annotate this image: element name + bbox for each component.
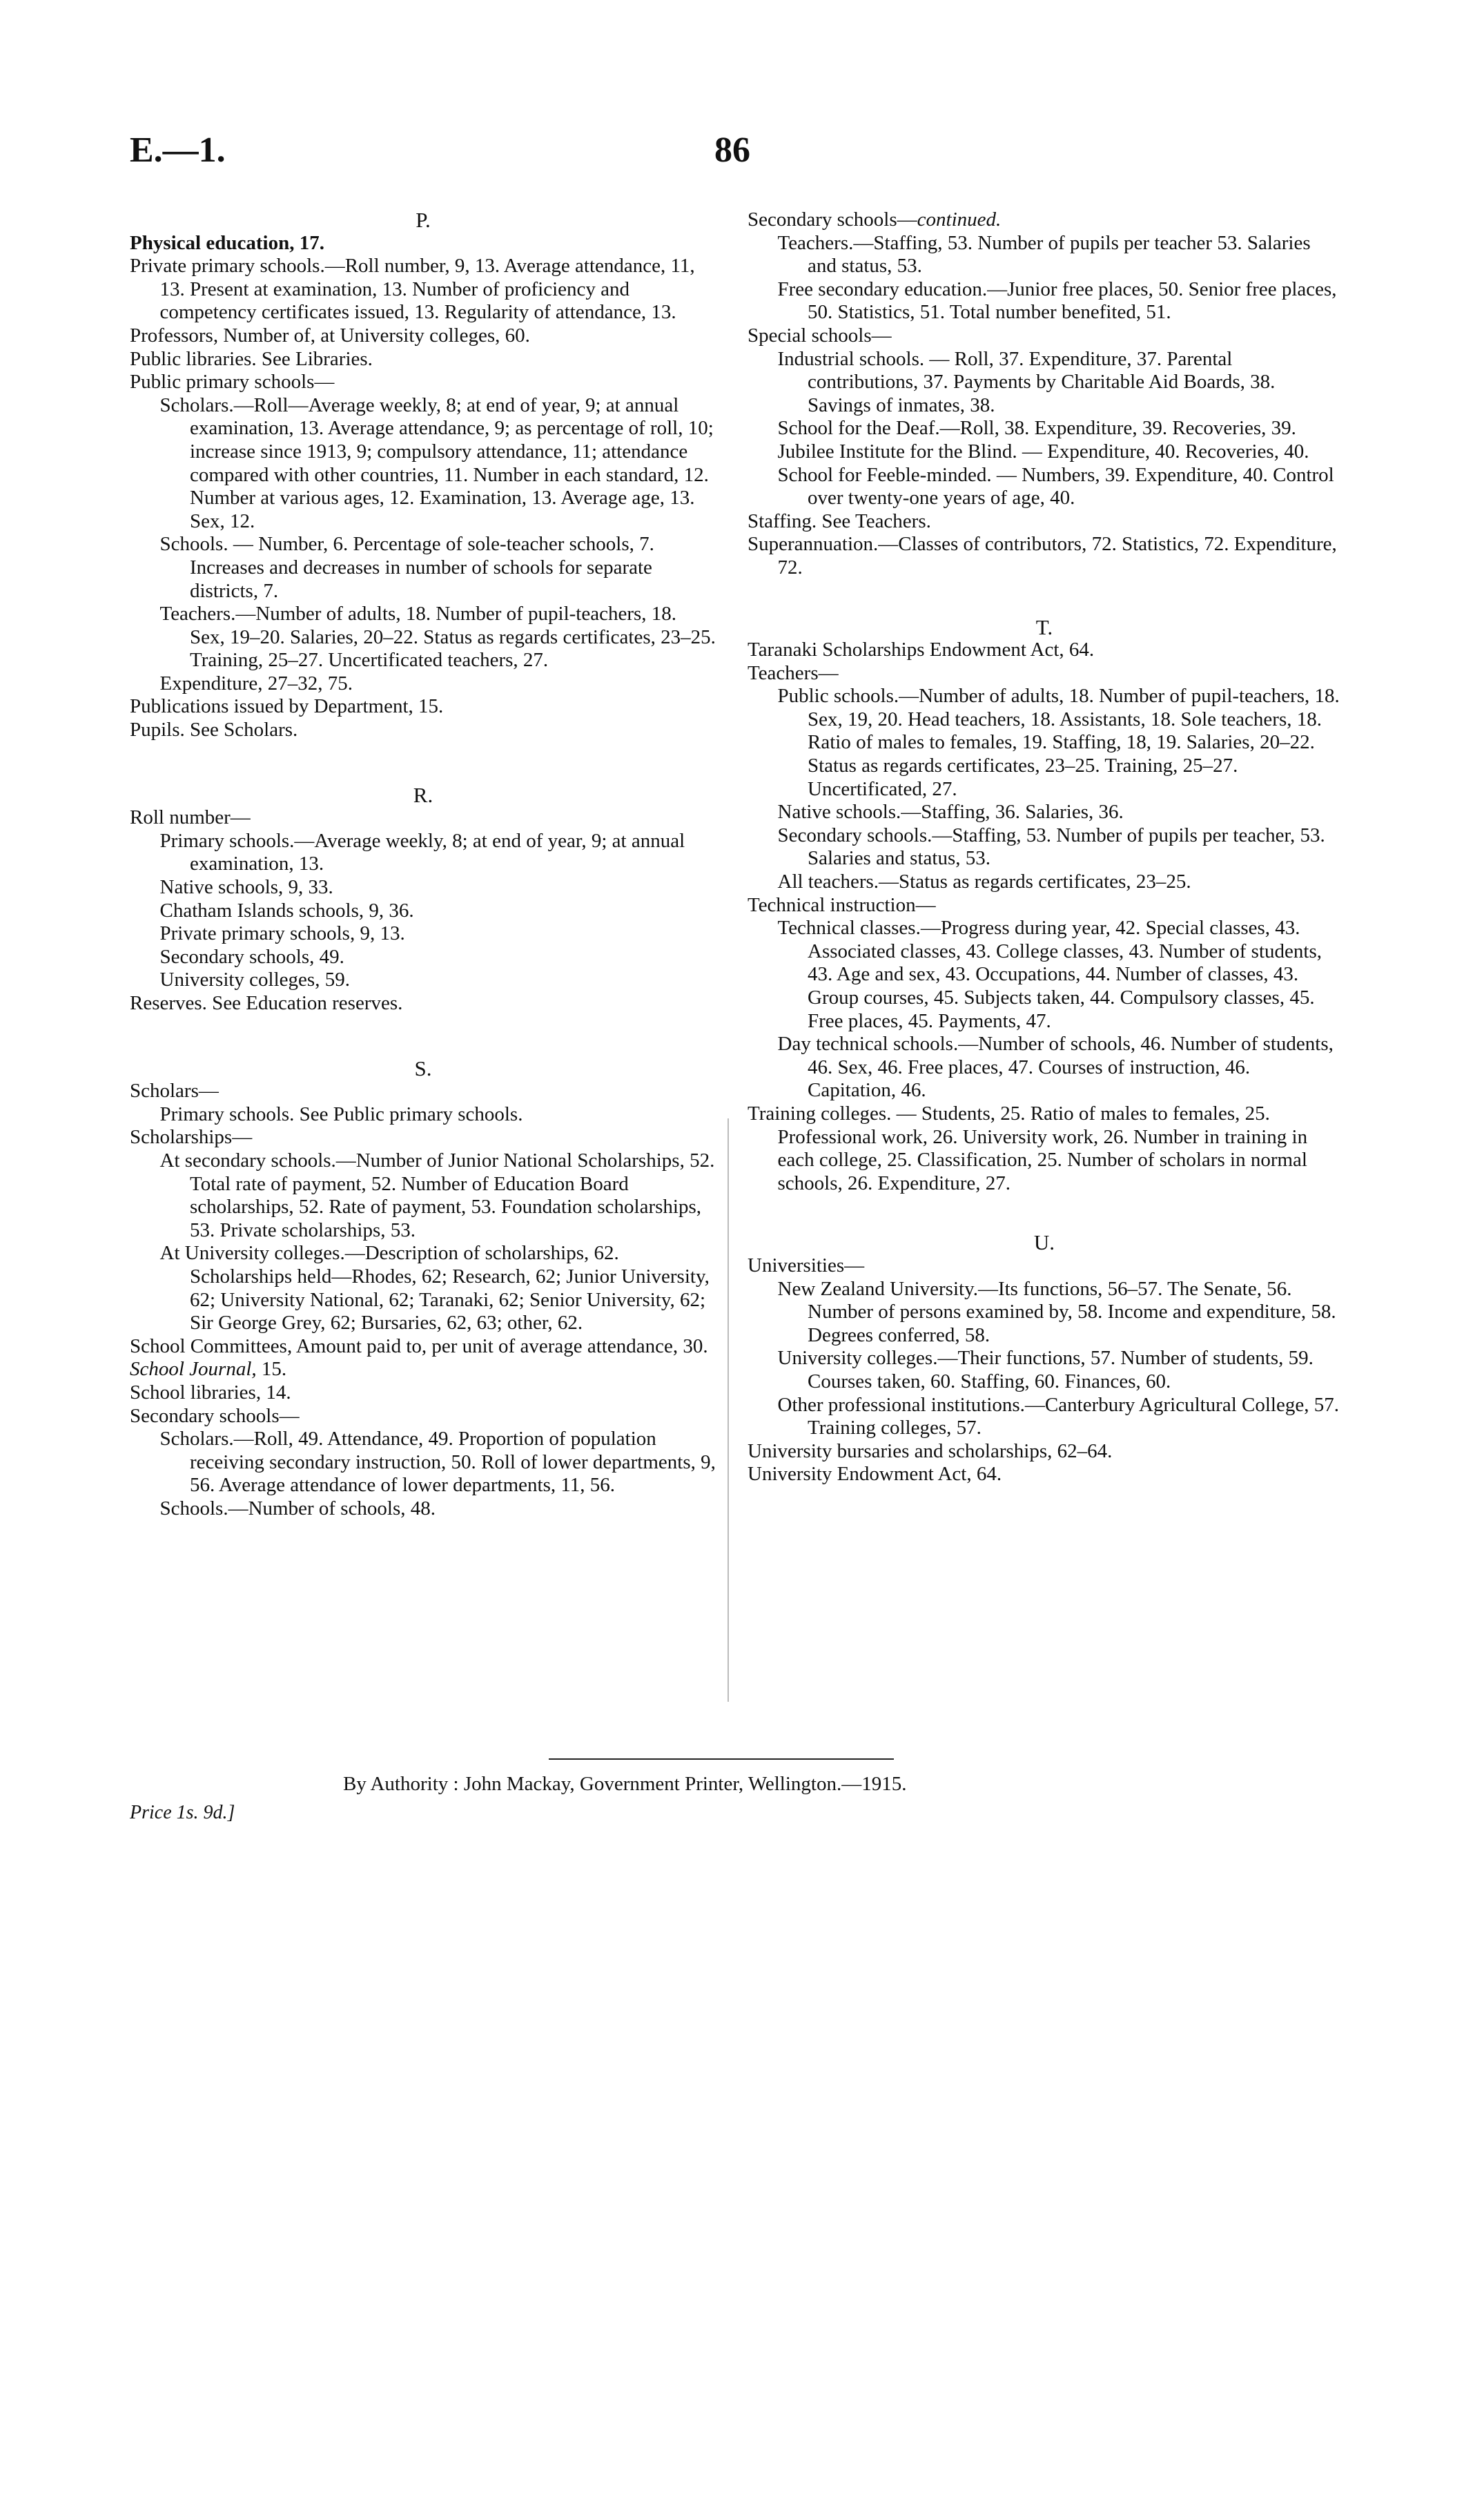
entry-secondary-schools: Secondary schools— [130, 1404, 300, 1427]
entry-school-libraries: School libraries, 14. [130, 1381, 291, 1404]
column-divider [728, 1118, 729, 1702]
entry-university-bursaries: University bursaries and scholarships, 62–64. [748, 1439, 1113, 1462]
sub-schools: Schools. — Number, 6. Percentage of sole-teacher schools, 7. Increases and decreases in number of schools for separate districts, 7. [159, 533, 654, 602]
entry-taranaki: Taranaki Scholarships Endowment Act, 64. [748, 639, 1095, 661]
sub-roll-chatham: Chatham Islands schools, 9, 36. [159, 899, 414, 922]
sub-roll-secondary: Secondary schools, 49. [159, 945, 344, 968]
sub-scholarships-secondary: At secondary schools.—Number of Junior National Scholarships, 52. Total rate of payment, 52. Number of Education Board scholarships, 52. Rate of payment, 53. Foundation scholarships, 53. Private scholarships, 53. [159, 1149, 715, 1241]
sub-technical-classes: Technical classes.—Progress during year, 42. Special classes, 43. Associated classes, 43. College classes, 43. Number of students, 43. Age and sex, 43. Occupations, 44. Number of classes, 43. Group courses, 45. Subjects taken, 44. Compulsory classes, 45. Free places, 45. Payments, 47. [777, 917, 1322, 1032]
entry-pupils: Pupils. See Scholars. [130, 719, 298, 741]
sub-teachers: Teachers.—Number of adults, 18. Number of pupil-teachers, 18. Sex, 19–20. Salaries, 20–22. Status as regards certificates, 23–25. Training, 25–27. Uncertificated teachers, 27. [159, 603, 716, 672]
sub-expenditure: Expenditure, 27–32, 75. [159, 672, 353, 695]
sub-roll-primary: Primary schools.—Average weekly, 8; at end of year, 9; at annual examination, 13. [159, 829, 685, 875]
entry-university-endowment: University Endowment Act, 64. [748, 1463, 1002, 1486]
entry-physical-education: Physical education, 17. [130, 231, 324, 254]
sub-teachers-public: Public schools.—Number of adults, 18. Number of pupil-teachers, 18. Sex, 19, 20. Head teachers, 18. Assistants, 18. Sole teachers, 18. Ratio of males to females, 19. Staffing, 18, 19. Salaries, 20–22. Status as regards certificates, 23–25. Training, 25–27. Uncertificated, 27. [777, 685, 1340, 800]
price-note: Price 1s. 9d.] [130, 1802, 235, 1823]
secondary-continued-heading: Secondary schools— [748, 208, 917, 231]
entry-school-journal [130, 1358, 716, 1381]
sub-teachers-all: All teachers.—Status as regards certificates, 23–25. [777, 871, 1191, 893]
school-journal-title: School Journal, [130, 1358, 257, 1381]
sub-deaf: School for the Deaf.—Roll, 38. Expenditure, 39. Recoveries, 39. [777, 417, 1296, 440]
left-column [130, 208, 716, 1520]
sub-day-technical: Day technical schools.—Number of schools, 46. Number of students, 46. Sex, 46. Free places, 47. Courses of instruction, 46. Capitation, 46. [777, 1033, 1334, 1102]
entry-professors: Professors, Number of, at University colleges, 60. [130, 324, 530, 347]
sub-nz-university: New Zealand University.—Its functions, 56–57. The Senate, 56. Number of persons examined by, 58. Income and expenditure, 58. Degrees conferred, 58. [777, 1277, 1336, 1346]
sub-secondary-scholars: Scholars.—Roll, 49. Attendance, 49. Proportion of population receiving secondary instruction, 50. Roll of lower departments, 9, 56. Average attendance of lower departments, 11, 56. [159, 1428, 716, 1497]
page-code: E.—1. [130, 130, 226, 170]
sub-industrial: Industrial schools. — Roll, 37. Expenditure, 37. Parental contributions, 37. Payments by Charitable Aid Boards, 38. Savings of inmates, 38. [777, 347, 1276, 416]
sub-jubilee: Jubilee Institute for the Blind. — Expenditure, 40. Recoveries, 40. [777, 440, 1309, 463]
entry-public-primary: Public primary schools— [130, 371, 335, 394]
entry-public-libraries: Public libraries. See Libraries. [130, 347, 373, 370]
sub-roll-university: University colleges, 59. [159, 969, 350, 991]
section-letter-t: T. [1035, 614, 1053, 639]
entry-special-schools: Special schools— [748, 324, 892, 347]
sub-feeble-minded: School for Feeble-minded. — Numbers, 39. Expenditure, 40. Control over twenty-one years of age, 40. [777, 463, 1334, 509]
entry-secondary-continued [748, 208, 1341, 232]
right-column [748, 208, 1341, 1486]
entry-technical-instruction: Technical instruction— [748, 893, 936, 916]
entry-roll-number: Roll number— [130, 806, 251, 829]
entry-teachers: Teachers— [748, 661, 839, 684]
entry-superannuation: Superannuation.—Classes of contributors, 72. Statistics, 72. Expenditure, 72. [748, 533, 1337, 579]
sub-secondary-schools: Schools.—Number of schools, 48. [159, 1497, 436, 1520]
sub-university-colleges: University colleges.—Their functions, 57. Number of students, 59. Courses taken, 60. Staffing, 60. Finances, 60. [777, 1347, 1314, 1392]
sub-teachers-secondary: Secondary schools.—Staffing, 53. Number of pupils per teacher, 53. Salaries and status, 53. [777, 824, 1325, 870]
continued-label: continued. [917, 208, 1002, 231]
printer-imprint: By Authority : John Mackay, Government Printer, Wellington.—1915. [343, 1773, 907, 1795]
school-journal-pages: 15. [256, 1358, 287, 1381]
entry-school-committees: School Committees, Amount paid to, per unit of average attendance, 30. [130, 1334, 708, 1357]
footer-rule [549, 1758, 894, 1760]
entry-universities: Universities— [748, 1254, 865, 1276]
entry-publications: Publications issued by Department, 15. [130, 695, 444, 718]
entry-training-colleges: Training colleges. — Students, 25. Ratio of males to females, 25. Professional work, 26. University work, 26. Number in training in each college, 25. Classification, 25. Number of scholars in normal schools, 26. Expenditure, 27. [748, 1102, 1308, 1194]
section-letter-s: S. [414, 1056, 432, 1080]
sub-scholars-primary: Primary schools. See Public primary schools. [159, 1103, 523, 1125]
page-number: 86 [714, 130, 750, 170]
entry-staffing: Staffing. See Teachers. [748, 509, 931, 532]
sub-teachers-native: Native schools.—Staffing, 36. Salaries, 36. [777, 801, 1124, 824]
sub-roll-native: Native schools, 9, 33. [159, 876, 333, 899]
section-letter-r: R. [413, 782, 433, 807]
entry-scholarships: Scholarships— [130, 1126, 253, 1149]
entry-private-primary: Private primary schools.—Roll number, 9, 13. Average attendance, 11, 13. Present at examination, 13. Number of proficiency and competency certificates issued, 13. Regularity of attendance, 13. [130, 255, 695, 324]
sub-roll-private: Private primary schools, 9, 13. [159, 922, 405, 945]
entry-reserves: Reserves. See Education reserves. [130, 992, 403, 1014]
sub-scholars: Scholars.—Roll—Average weekly, 8; at end of year, 9; at annual examination, 13. Average attendance, 9; as percentage of roll, 10; increase since 1913, 9; compulsory attendance, 11; attendance compared with other countries, 11. Number in each standard, 12. Number at various ages, 12. Examination, 13. Average age, 13. Sex, 12. [159, 394, 714, 532]
sub-other-institutions: Other professional institutions.—Canterbury Agricultural College, 57. Training colleges, 57. [777, 1393, 1339, 1439]
section-letter-u: U. [1033, 1230, 1055, 1255]
entry-scholars: Scholars— [130, 1080, 219, 1103]
sub-free-secondary: Free secondary education.—Junior free places, 50. Senior free places, 50. Statistics, 51. Total number benefited, 51. [777, 278, 1337, 324]
section-letter-p: P. [416, 208, 431, 232]
sub-scholarships-university: At University colleges.—Description of scholarships, 62. Scholarships held—Rhodes, 62; Research, 62; Junior University, 62; University National, 62; Taranaki, 62; Senior University, 62; Sir George Grey, 62; Bursaries, 62, 63; other, 62. [159, 1242, 710, 1334]
sub-secondary-teachers: Teachers.—Staffing, 53. Number of pupils per teacher 53. Salaries and status, 53. [777, 231, 1311, 278]
